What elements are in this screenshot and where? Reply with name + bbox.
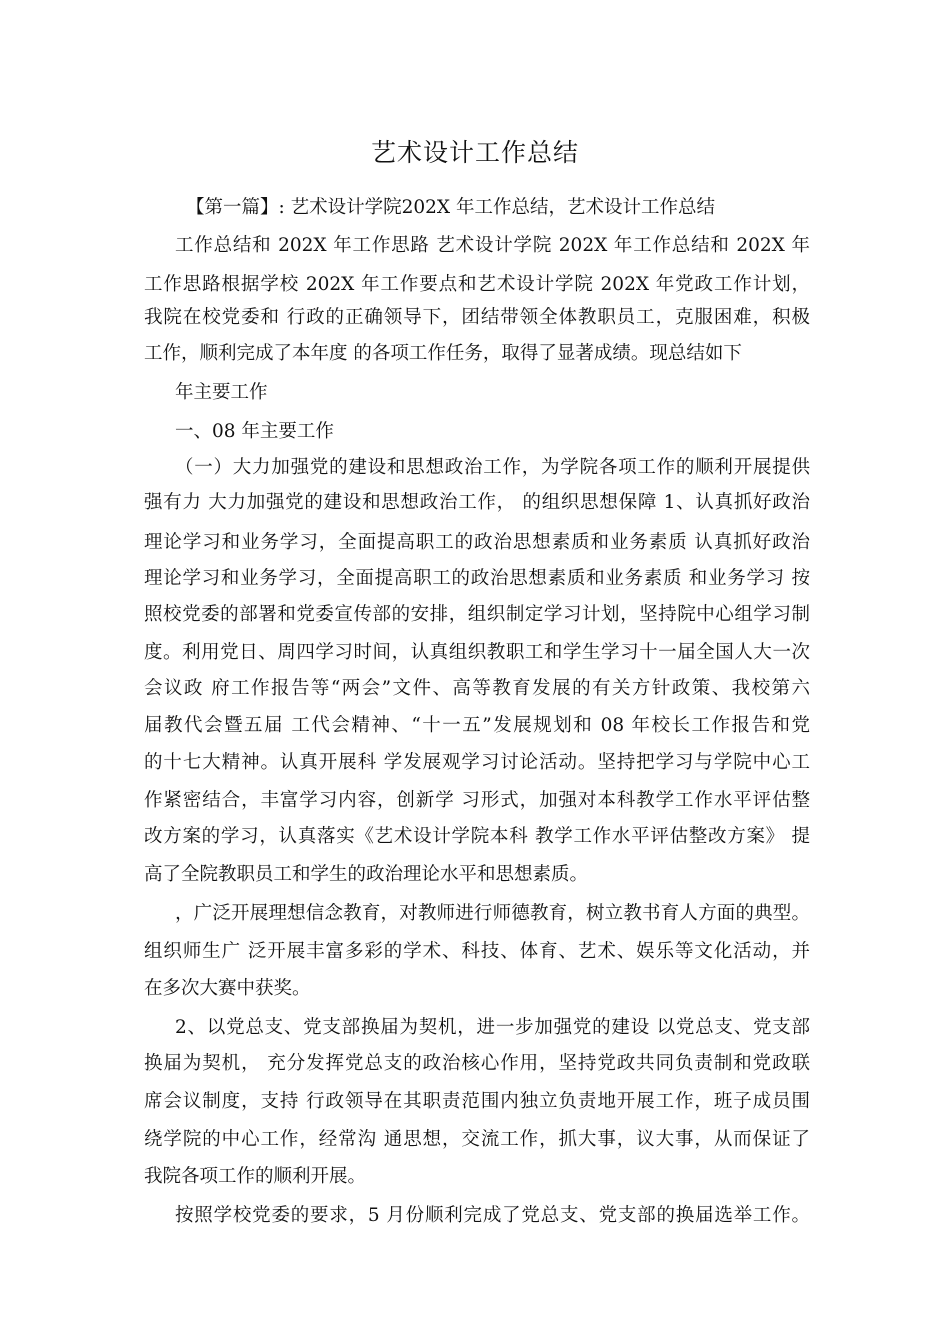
text-line: （一）大力加强党的建设和思想政治工作，为学院各项工作的顺利开展提供 <box>175 457 810 478</box>
text-line: 高了全院教职员工和学生的政治理论水平和思想素质。 <box>144 864 589 885</box>
text-line: 换届为契机， 充分发挥党总支的政治核心作用，坚持党政共同负责制和党政联 <box>144 1053 810 1074</box>
text-line: 作紧密结合，丰富学习内容，创新学 习形式，加强对本科教学工作水平评估整 <box>144 790 810 811</box>
text-line: 理论学习和业务学习，全面提高职工的政治思想素质和业务素质 认真抓好政治 <box>144 532 810 553</box>
text-line: 理论学习和业务学习，全面提高职工的政治思想素质和业务素质 和业务学习 按 <box>144 568 810 589</box>
text-line: 2、以党总支、党支部换届为契机，进一步加强党的建设 以党总支、党支部 <box>175 1017 810 1038</box>
text-line: 年主要工作 <box>175 382 268 403</box>
text-line: 度。利用党日、周四学习时间，认真组织教职工和学生学习十一届全国人大一次 <box>144 642 810 663</box>
text-line: 工作思路根据学校 202X 年工作要点和艺术设计学院 202X 年党政工作计划， <box>144 274 810 295</box>
text-line: 的十七大精神。认真开展科 学发展观学习讨论活动。坚持把学习与学院中心工 <box>144 752 810 773</box>
document-title: 艺术设计工作总结 <box>370 138 579 167</box>
text-line: 改方案的学习，认真落实《艺术设计学院本科 教学工作水平评估整改方案》 提 <box>144 826 810 847</box>
text-line: 强有力 大力加强党的建设和思想政治工作， 的组织思想保障 1、认真抓好政治 <box>144 492 810 513</box>
text-line: 会议政 府工作报告等“两会”文件、高等教育发展的有关方针政策、我校第六 <box>144 678 810 699</box>
text-line: 席会议制度，支持 行政领导在其职责范围内独立负责地开展工作，班子成员围 <box>144 1091 810 1112</box>
text-line: 组织师生广 泛开展丰富多彩的学术、科技、体育、艺术、娱乐等文化活动，并 <box>144 941 810 962</box>
text-line: 工作总结和 202X 年工作思路 艺术设计学院 202X 年工作总结和 202X 年 <box>175 235 810 256</box>
text-line: 工作，顺利完成了本年度 的各项工作任务，取得了显著成绩。现总结如下 <box>144 343 742 364</box>
text-line: 照校党委的部署和党委宣传部的安排，组织制定学习计划，坚持院中心组学习制 <box>144 604 810 625</box>
text-line: 届教代会暨五届 工代会精神、“十一五”发展规划和 08 年校长工作报告和党 <box>144 715 810 736</box>
text-line: 绕学院的中心工作，经常沟 通思想，交流工作，抓大事，议大事，从而保证了 <box>144 1129 810 1150</box>
text-line: 在多次大赛中获奖。 <box>144 978 311 999</box>
text-line: 我院在校党委和 行政的正确领导下，团结带领全体教职员工，克服困难，积极 <box>144 307 810 328</box>
text-line: 一、08 年主要工作 <box>175 421 334 442</box>
text-line: 【第一篇】: 艺术设计学院202X 年工作总结，艺术设计工作总结 <box>186 197 715 218</box>
text-line: ，广泛开展理想信念教育，对教师进行师德教育，树立教书育人方面的典型。 <box>175 903 810 924</box>
text-line: 按照学校党委的要求，5 月份顺利完成了党总支、党支部的换届选举工作。 <box>175 1205 810 1226</box>
text-line: 我院各项工作的顺利开展。 <box>144 1166 367 1187</box>
